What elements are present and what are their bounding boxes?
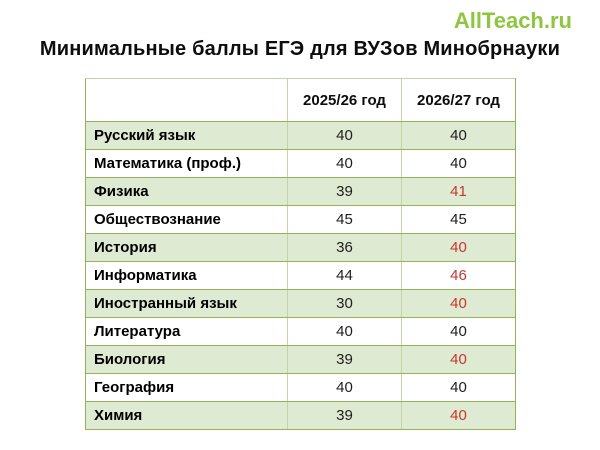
score-2026-cell: 41	[402, 178, 516, 206]
subject-cell: Физика	[86, 178, 288, 206]
score-2026-cell: 40	[402, 234, 516, 262]
table-row	[86, 150, 516, 178]
corner-cell	[86, 79, 288, 122]
subject-cell: Иностранный язык	[86, 290, 288, 318]
scores-table	[85, 78, 516, 430]
score-2025-cell: 40	[288, 318, 402, 346]
score-2026-cell: 40	[402, 402, 516, 430]
table-row	[86, 290, 516, 318]
table-row	[86, 402, 516, 430]
subject-cell: Литература	[86, 318, 288, 346]
score-2025-cell: 30	[288, 290, 402, 318]
subject-cell: Математика (проф.)	[86, 150, 288, 178]
score-2026-cell: 40	[402, 374, 516, 402]
score-2025-cell: 45	[288, 206, 402, 234]
score-2025-cell: 39	[288, 402, 402, 430]
header-row	[86, 79, 516, 122]
score-2026-cell: 40	[402, 150, 516, 178]
score-2026-cell: 40	[402, 346, 516, 374]
subject-cell: Русский язык	[86, 122, 288, 150]
score-2025-cell: 40	[288, 374, 402, 402]
column-header-2026-27: 2026/27 год	[402, 79, 516, 122]
score-2026-cell: 40	[402, 318, 516, 346]
scores-table-header	[86, 79, 516, 122]
column-header-2025-26: 2025/26 год	[288, 79, 402, 122]
score-2026-cell: 45	[402, 206, 516, 234]
score-2025-cell: 40	[288, 150, 402, 178]
table-row	[86, 346, 516, 374]
table-row	[86, 318, 516, 346]
page-title: Минимальные баллы ЕГЭ для ВУЗов Минобрнауки	[39, 38, 561, 60]
table-row	[86, 374, 516, 402]
site-logo: AllTeach.ru	[453, 8, 572, 33]
score-2025-cell: 39	[288, 178, 402, 206]
score-2025-cell: 36	[288, 234, 402, 262]
subject-cell: История	[86, 234, 288, 262]
subject-cell: Информатика	[86, 262, 288, 290]
score-2025-cell: 44	[288, 262, 402, 290]
table-row	[86, 122, 516, 150]
table-row	[86, 262, 516, 290]
table-row	[86, 206, 516, 234]
subject-cell: Химия	[86, 402, 288, 430]
score-2025-cell: 40	[288, 122, 402, 150]
score-2025-cell: 39	[288, 346, 402, 374]
scores-table-body	[86, 122, 516, 430]
subject-cell: Биология	[86, 346, 288, 374]
score-2026-cell: 40	[402, 122, 516, 150]
score-2026-cell: 40	[402, 290, 516, 318]
subject-cell: География	[86, 374, 288, 402]
table-row	[86, 234, 516, 262]
score-2026-cell: 46	[402, 262, 516, 290]
subject-cell: Обществознание	[86, 206, 288, 234]
table-row	[86, 178, 516, 206]
